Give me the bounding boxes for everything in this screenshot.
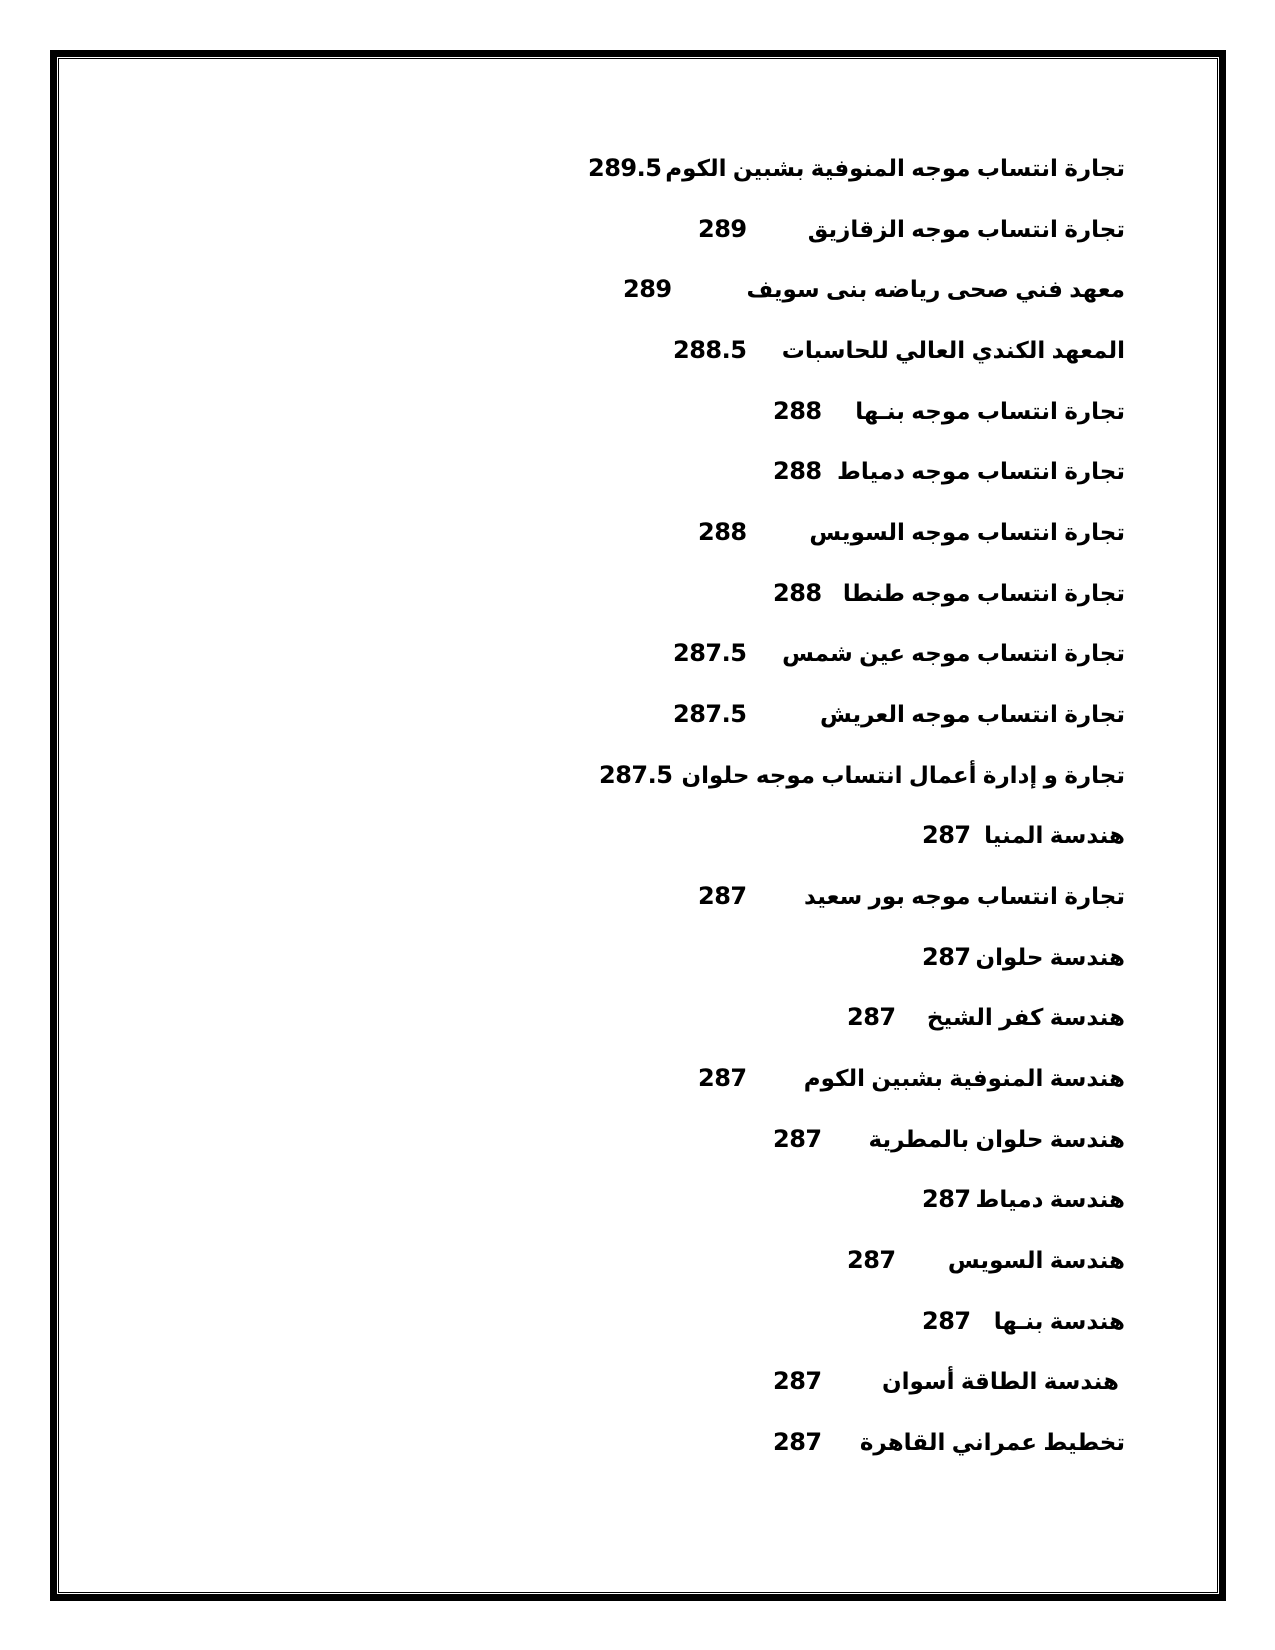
entry-name: تجارة انتساب موجه عين شمس [782, 640, 1125, 666]
entry-name: معهد فني صحى رياضه بنى سويف [746, 276, 1125, 302]
entry-name: تجارة انتساب موجه بور سعيد [803, 883, 1125, 909]
entry-name: تجارة و إدارة أعمال انتساب موجه حلوان [681, 762, 1125, 788]
entry-score: 287 [847, 1246, 896, 1274]
entry-score: 287.5 [673, 700, 747, 728]
entry-score: 287 [847, 1003, 896, 1031]
entry-name: هندسة بنـها [993, 1308, 1125, 1334]
entry-score: 287 [773, 1428, 822, 1456]
entry-score: 287 [922, 943, 971, 971]
entry-score: 287 [773, 1367, 822, 1395]
entry-score: 287.5 [599, 761, 673, 789]
entry-score: 287 [698, 882, 747, 910]
entry-name: تجارة انتساب موجه طنطا [842, 580, 1125, 606]
entry-score: 287 [922, 1185, 971, 1213]
entry-name: المعهد الكندي العالي للحاسبات [781, 337, 1125, 363]
entry-score: 287 [698, 1064, 747, 1092]
entry-score: 288.5 [673, 336, 747, 364]
entry-score: 289.5 [588, 154, 662, 182]
entry-score: 288 [698, 518, 747, 546]
entry-name: تخطيط عمراني القاهرة [859, 1429, 1125, 1455]
entry-score: 287 [922, 821, 971, 849]
entry-name: هندسة كفر الشيخ [926, 1004, 1125, 1030]
entry-name: هندسة حلوان [975, 944, 1125, 970]
entry-name: هندسة دمياط [975, 1186, 1125, 1212]
entry-score: 289 [623, 275, 672, 303]
entry-score: 288 [773, 579, 822, 607]
entry-name: تجارة انتساب موجه السويس [809, 519, 1125, 545]
entry-name: هندسة حلوان بالمطرية [868, 1126, 1125, 1152]
entry-score: 287 [922, 1307, 971, 1335]
entry-score: 289 [698, 215, 747, 243]
entry-name: تجارة انتساب موجه العريش [819, 701, 1125, 727]
entry-name: هندسة السويس [947, 1247, 1125, 1273]
entry-name: هندسة المنيا [984, 822, 1125, 848]
entry-name: هندسة المنوفية بشبين الكوم [803, 1065, 1125, 1091]
entry-name: تجارة انتساب موجه الزقازيق [807, 216, 1125, 242]
entry-name: هندسة الطاقة أسوان [882, 1368, 1119, 1394]
entry-score: 288 [773, 457, 822, 485]
entry-name: تجارة انتساب موجه المنوفية بشبين الكوم [665, 155, 1125, 181]
entry-score: 287.5 [673, 639, 747, 667]
entry-score: 287 [773, 1125, 822, 1153]
entry-name: تجارة انتساب موجه بنـها [855, 398, 1125, 424]
entry-name: تجارة انتساب موجه دمياط [836, 458, 1125, 484]
entry-score: 288 [773, 397, 822, 425]
